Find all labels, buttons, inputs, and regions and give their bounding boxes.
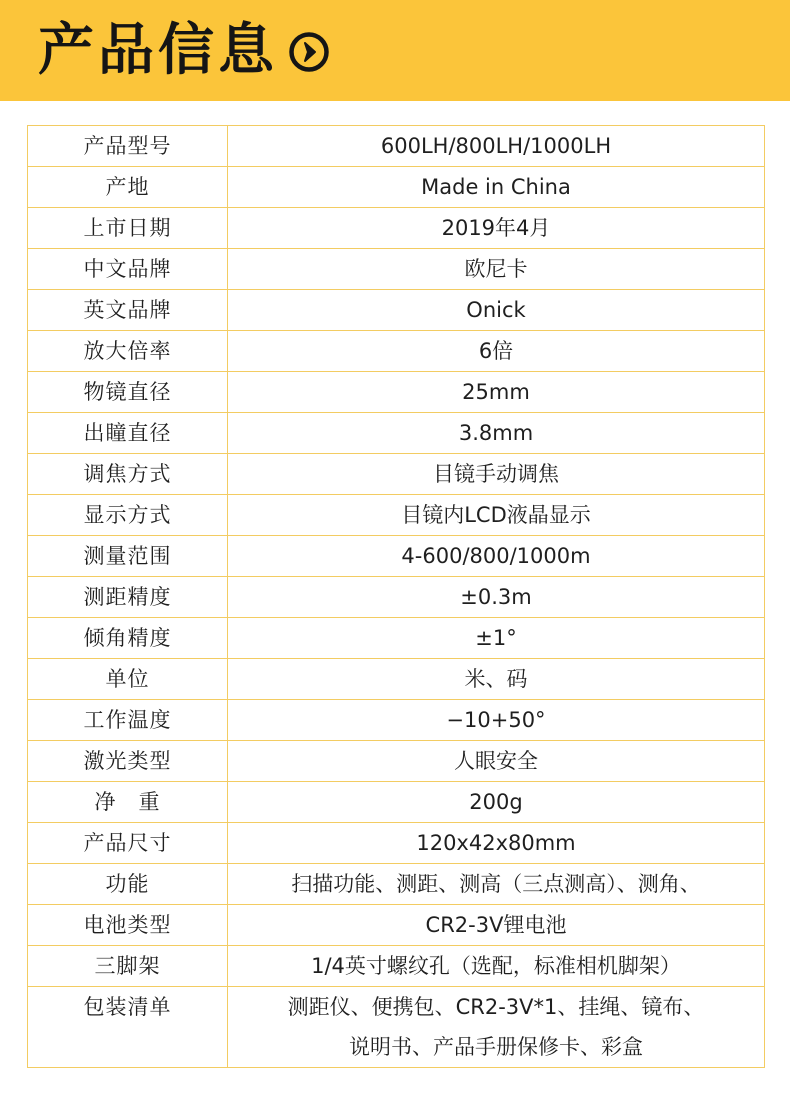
table-row — [28, 290, 765, 331]
spec-value: 目镜内LCD液晶显示 — [228, 495, 765, 536]
table-row — [28, 126, 765, 167]
table-row — [28, 536, 765, 577]
table-row — [28, 741, 765, 782]
spec-value: 25mm — [228, 372, 765, 413]
spec-value: 600LH/800LH/1000LH — [228, 126, 765, 167]
spec-value: −10+50° — [228, 700, 765, 741]
spec-value: 扫描功能、测距、测高（三点测高）、测角、 — [228, 864, 765, 905]
spec-label: 激光类型 — [28, 741, 228, 782]
table-row — [28, 987, 765, 1068]
table-row — [28, 167, 765, 208]
spec-table — [27, 125, 765, 1068]
header-banner — [0, 0, 790, 101]
table-row — [28, 782, 765, 823]
table-row — [28, 659, 765, 700]
spec-value-line: 测距仪、便携包、CR2-3V*1、挂绳、镜布、 — [287, 995, 705, 1019]
spec-value: 4-600/800/1000m — [228, 536, 765, 577]
spec-label: 中文品牌 — [28, 249, 228, 290]
spec-value: 2019年4月 — [228, 208, 765, 249]
spec-value: 200g — [228, 782, 765, 823]
table-row — [28, 331, 765, 372]
spec-label: 倾角精度 — [28, 618, 228, 659]
spec-value: Made in China — [228, 167, 765, 208]
spec-label: 电池类型 — [28, 905, 228, 946]
table-row — [28, 454, 765, 495]
table-row — [28, 208, 765, 249]
spec-label: 功能 — [28, 864, 228, 905]
spec-value: 目镜手动调焦 — [228, 454, 765, 495]
table-row — [28, 905, 765, 946]
spec-label: 产地 — [28, 167, 228, 208]
table-row — [28, 823, 765, 864]
spec-label: 放大倍率 — [28, 331, 228, 372]
table-row — [28, 577, 765, 618]
table-row — [28, 700, 765, 741]
table-row — [28, 249, 765, 290]
table-row — [28, 946, 765, 987]
spec-value: 120x42x80mm — [228, 823, 765, 864]
spec-label: 三脚架 — [28, 946, 228, 987]
spec-value — [228, 987, 765, 1068]
spec-label: 产品尺寸 — [28, 823, 228, 864]
spec-label: 单位 — [28, 659, 228, 700]
page-title: 产品信息 — [38, 18, 278, 83]
spec-label: 测距精度 — [28, 577, 228, 618]
spec-label: 出瞳直径 — [28, 413, 228, 454]
spec-label: 工作温度 — [28, 700, 228, 741]
table-row — [28, 372, 765, 413]
spec-value: CR2-3V锂电池 — [228, 905, 765, 946]
table-row — [28, 864, 765, 905]
spec-value: 欧尼卡 — [228, 249, 765, 290]
spec-value: ±1° — [228, 618, 765, 659]
spec-value: ±0.3m — [228, 577, 765, 618]
table-row — [28, 413, 765, 454]
spec-label: 净 重 — [28, 782, 228, 823]
spec-label: 显示方式 — [28, 495, 228, 536]
spec-label: 测量范围 — [28, 536, 228, 577]
spec-label: 调焦方式 — [28, 454, 228, 495]
spec-value: Onick — [228, 290, 765, 331]
spec-label: 产品型号 — [28, 126, 228, 167]
spec-value: 3.8mm — [228, 413, 765, 454]
spec-value: 6倍 — [228, 331, 765, 372]
spec-label: 上市日期 — [28, 208, 228, 249]
spec-value: 1/4英寸螺纹孔（选配，标准相机脚架） — [228, 946, 765, 987]
table-row — [28, 618, 765, 659]
spec-label: 英文品牌 — [28, 290, 228, 331]
table-row — [28, 495, 765, 536]
spec-value: 人眼安全 — [228, 741, 765, 782]
spec-value: 米、码 — [228, 659, 765, 700]
arrow-right-circle-icon — [288, 31, 330, 73]
spec-value-line: 说明书、产品手册保修卡、彩盒 — [349, 1035, 643, 1059]
spec-label: 物镜直径 — [28, 372, 228, 413]
spec-label: 包装清单 — [28, 987, 228, 1068]
